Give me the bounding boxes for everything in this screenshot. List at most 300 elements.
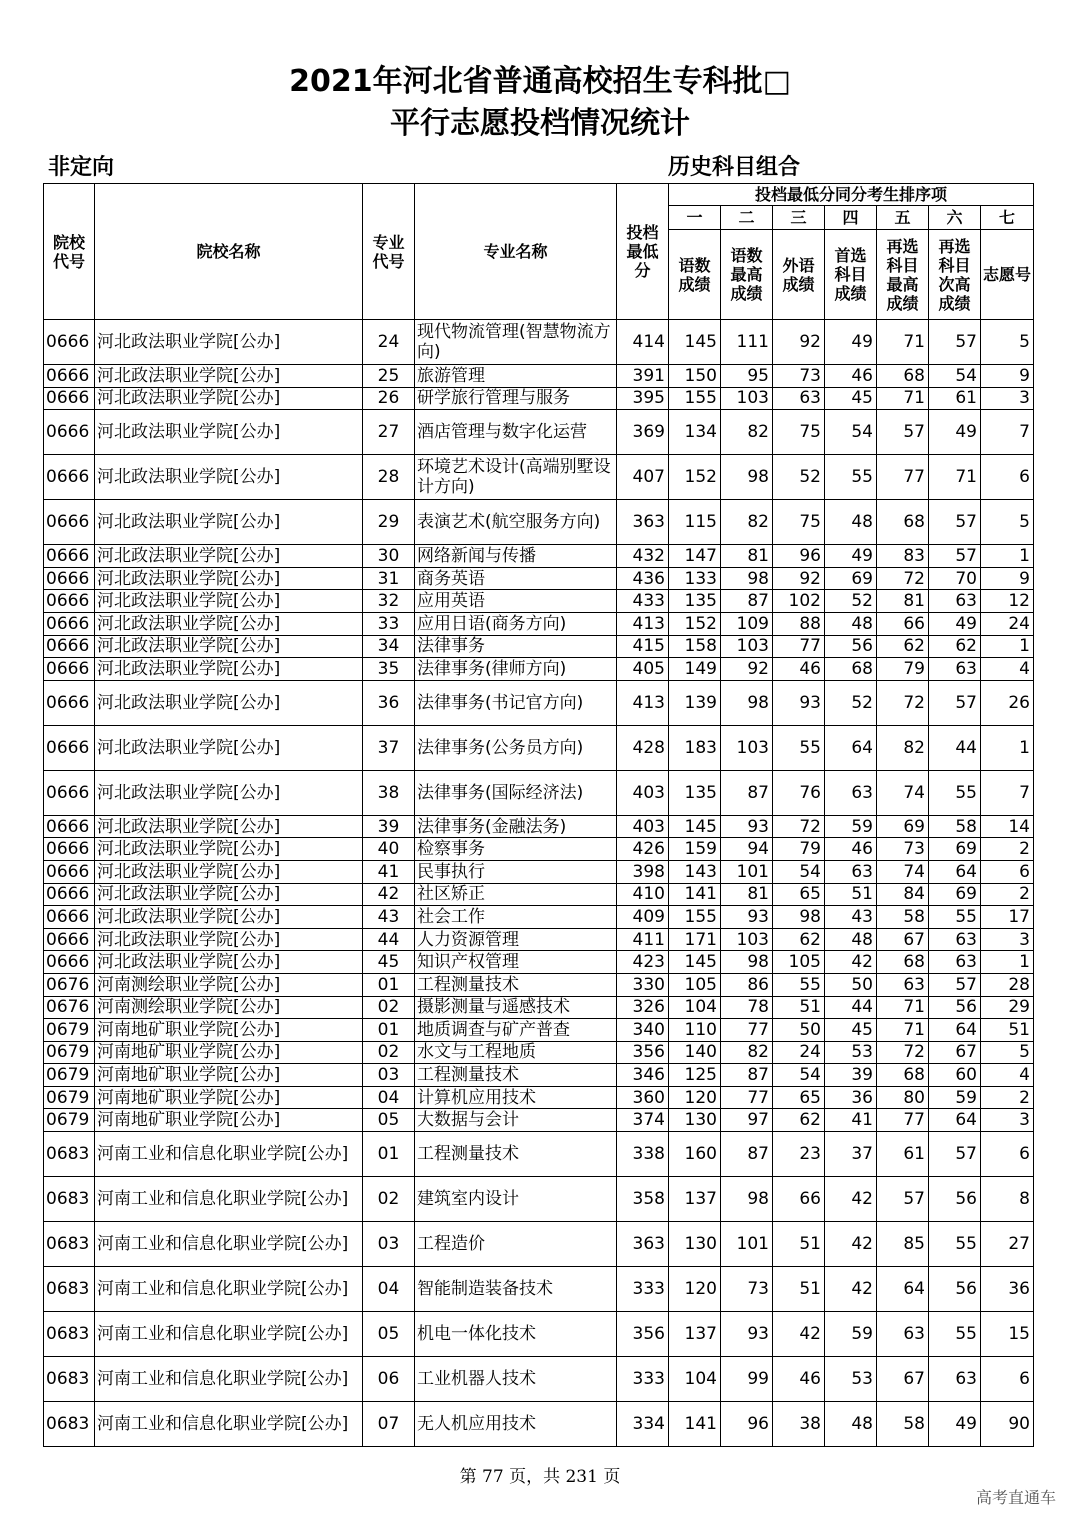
school-code: 0679 <box>44 1041 95 1064</box>
major-code: 03 <box>363 1222 415 1267</box>
score-col-2: 82 <box>721 410 773 455</box>
score-col-3: 92 <box>773 567 825 590</box>
score-col-5: 74 <box>877 860 929 883</box>
score-col-5: 71 <box>877 387 929 410</box>
score-col-1: 125 <box>669 1064 721 1087</box>
score-col-7: 4 <box>981 658 1034 681</box>
major-name: 建筑室内设计 <box>415 1177 617 1222</box>
score-col-1: 141 <box>669 1402 721 1447</box>
score-col-1: 135 <box>669 590 721 613</box>
score-col-1: 143 <box>669 860 721 883</box>
major-code: 31 <box>363 567 415 590</box>
major-code: 45 <box>363 951 415 974</box>
score-col-4: 63 <box>825 770 877 815</box>
score-col-5: 64 <box>877 1267 929 1312</box>
score-col-7: 29 <box>981 996 1034 1019</box>
score-col-1: 130 <box>669 1109 721 1132</box>
score-col-6: 54 <box>929 365 981 388</box>
school-code: 0676 <box>44 973 95 996</box>
score-col-3: 79 <box>773 838 825 861</box>
major-code: 44 <box>363 928 415 951</box>
score-col-3: 75 <box>773 500 825 545</box>
school-code: 0683 <box>44 1267 95 1312</box>
score-col-2: 99 <box>721 1357 773 1402</box>
table-row <box>44 387 1034 410</box>
score-col-5: 85 <box>877 1222 929 1267</box>
table-row <box>44 320 1034 365</box>
min-score: 428 <box>617 725 669 770</box>
school-name: 河南工业和信息化职业学院[公办] <box>95 1402 363 1447</box>
score-col-6: 57 <box>929 973 981 996</box>
major-name: 工业机器人技术 <box>415 1357 617 1402</box>
score-col-1: 104 <box>669 1357 721 1402</box>
min-score: 333 <box>617 1267 669 1312</box>
school-name: 河南工业和信息化职业学院[公办] <box>95 1177 363 1222</box>
min-score: 391 <box>617 365 669 388</box>
score-col-3: 50 <box>773 1019 825 1042</box>
school-code: 0679 <box>44 1109 95 1132</box>
min-score: 330 <box>617 973 669 996</box>
score-col-6: 69 <box>929 838 981 861</box>
score-col-6: 63 <box>929 658 981 681</box>
score-col-7: 7 <box>981 770 1034 815</box>
score-col-5: 61 <box>877 1132 929 1177</box>
school-name: 河南工业和信息化职业学院[公办] <box>95 1312 363 1357</box>
header-col-7: 志愿号 <box>981 230 1034 320</box>
score-col-2: 86 <box>721 973 773 996</box>
score-col-7: 6 <box>981 1357 1034 1402</box>
score-col-6: 49 <box>929 410 981 455</box>
major-name: 网络新闻与传播 <box>415 545 617 568</box>
score-col-5: 69 <box>877 815 929 838</box>
table-row <box>44 1357 1034 1402</box>
score-col-7: 12 <box>981 590 1034 613</box>
school-name: 河南地矿职业学院[公办] <box>95 1064 363 1087</box>
score-col-4: 54 <box>825 410 877 455</box>
score-col-7: 51 <box>981 1019 1034 1042</box>
school-name: 河北政法职业学院[公办] <box>95 906 363 929</box>
min-score: 415 <box>617 635 669 658</box>
major-code: 01 <box>363 1132 415 1177</box>
school-name: 河北政法职业学院[公办] <box>95 612 363 635</box>
major-name: 工程测量技术 <box>415 973 617 996</box>
table-row <box>44 770 1034 815</box>
min-score: 398 <box>617 860 669 883</box>
table-row <box>44 545 1034 568</box>
score-col-5: 80 <box>877 1086 929 1109</box>
score-col-1: 104 <box>669 996 721 1019</box>
score-col-4: 52 <box>825 680 877 725</box>
score-col-2: 77 <box>721 1019 773 1042</box>
score-col-6: 57 <box>929 680 981 725</box>
major-code: 03 <box>363 1064 415 1087</box>
score-col-6: 67 <box>929 1041 981 1064</box>
major-code: 26 <box>363 387 415 410</box>
school-name: 河北政法职业学院[公办] <box>95 658 363 681</box>
score-col-3: 77 <box>773 635 825 658</box>
school-code: 0676 <box>44 996 95 1019</box>
score-col-3: 51 <box>773 1267 825 1312</box>
major-code: 02 <box>363 996 415 1019</box>
score-col-3: 52 <box>773 455 825 500</box>
score-col-2: 87 <box>721 1132 773 1177</box>
score-col-1: 105 <box>669 973 721 996</box>
header-major-code: 专业代号 <box>363 184 415 320</box>
score-col-1: 133 <box>669 567 721 590</box>
major-name: 检察事务 <box>415 838 617 861</box>
school-code: 0666 <box>44 838 95 861</box>
min-score: 411 <box>617 928 669 951</box>
score-col-4: 59 <box>825 1312 877 1357</box>
score-col-1: 120 <box>669 1267 721 1312</box>
score-col-7: 6 <box>981 860 1034 883</box>
score-col-6: 55 <box>929 1312 981 1357</box>
major-name: 社会工作 <box>415 906 617 929</box>
score-col-1: 155 <box>669 387 721 410</box>
score-col-2: 109 <box>721 612 773 635</box>
score-col-4: 42 <box>825 951 877 974</box>
score-col-6: 44 <box>929 725 981 770</box>
table-row <box>44 928 1034 951</box>
school-code: 0679 <box>44 1019 95 1042</box>
header-rank-6: 六 <box>929 206 981 230</box>
score-col-2: 77 <box>721 1086 773 1109</box>
major-code: 30 <box>363 545 415 568</box>
major-code: 28 <box>363 455 415 500</box>
score-col-1: 145 <box>669 815 721 838</box>
score-col-5: 77 <box>877 1109 929 1132</box>
table-row <box>44 567 1034 590</box>
min-score: 334 <box>617 1402 669 1447</box>
score-col-7: 2 <box>981 883 1034 906</box>
score-col-1: 160 <box>669 1132 721 1177</box>
score-col-3: 102 <box>773 590 825 613</box>
score-col-3: 98 <box>773 906 825 929</box>
table-row <box>44 500 1034 545</box>
score-col-2: 103 <box>721 387 773 410</box>
score-col-2: 111 <box>721 320 773 365</box>
score-col-3: 62 <box>773 928 825 951</box>
score-col-7: 17 <box>981 906 1034 929</box>
school-name: 河北政法职业学院[公办] <box>95 883 363 906</box>
score-col-5: 82 <box>877 725 929 770</box>
score-col-1: 141 <box>669 883 721 906</box>
score-col-6: 57 <box>929 500 981 545</box>
score-col-7: 27 <box>981 1222 1034 1267</box>
score-col-4: 48 <box>825 1402 877 1447</box>
major-code: 24 <box>363 320 415 365</box>
min-score: 432 <box>617 545 669 568</box>
major-name: 机电一体化技术 <box>415 1312 617 1357</box>
min-score: 333 <box>617 1357 669 1402</box>
table-row <box>44 996 1034 1019</box>
table-row <box>44 612 1034 635</box>
major-name: 法律事务(国际经济法) <box>415 770 617 815</box>
header-col-1: 语数成绩 <box>669 230 721 320</box>
school-name: 河北政法职业学院[公办] <box>95 815 363 838</box>
score-col-5: 71 <box>877 320 929 365</box>
score-col-2: 103 <box>721 928 773 951</box>
school-name: 河南工业和信息化职业学院[公办] <box>95 1357 363 1402</box>
score-col-7: 26 <box>981 680 1034 725</box>
score-col-2: 101 <box>721 1222 773 1267</box>
major-code: 07 <box>363 1402 415 1447</box>
min-score: 409 <box>617 906 669 929</box>
score-col-5: 74 <box>877 770 929 815</box>
score-col-4: 46 <box>825 365 877 388</box>
school-name: 河南地矿职业学院[公办] <box>95 1041 363 1064</box>
major-code: 35 <box>363 658 415 681</box>
major-name: 研学旅行管理与服务 <box>415 387 617 410</box>
major-name: 摄影测量与遥感技术 <box>415 996 617 1019</box>
score-col-2: 97 <box>721 1109 773 1132</box>
score-col-3: 66 <box>773 1177 825 1222</box>
major-name: 表演艺术(航空服务方向) <box>415 500 617 545</box>
major-name: 工程测量技术 <box>415 1132 617 1177</box>
major-name: 法律事务(书记官方向) <box>415 680 617 725</box>
header-col-2: 语数最高成绩 <box>721 230 773 320</box>
table-row <box>44 1019 1034 1042</box>
score-col-3: 24 <box>773 1041 825 1064</box>
table-row <box>44 973 1034 996</box>
score-col-2: 92 <box>721 658 773 681</box>
school-code: 0683 <box>44 1357 95 1402</box>
score-col-5: 83 <box>877 545 929 568</box>
score-col-4: 45 <box>825 387 877 410</box>
score-col-1: 140 <box>669 1041 721 1064</box>
score-col-4: 64 <box>825 725 877 770</box>
score-col-3: 105 <box>773 951 825 974</box>
score-col-2: 87 <box>721 1064 773 1087</box>
major-name: 人力资源管理 <box>415 928 617 951</box>
score-col-4: 42 <box>825 1177 877 1222</box>
score-col-3: 54 <box>773 1064 825 1087</box>
score-col-6: 49 <box>929 612 981 635</box>
score-col-1: 145 <box>669 320 721 365</box>
table-row <box>44 680 1034 725</box>
school-name: 河北政法职业学院[公办] <box>95 928 363 951</box>
header-col-6: 再选科目次高成绩 <box>929 230 981 320</box>
table-row <box>44 590 1034 613</box>
school-code: 0683 <box>44 1222 95 1267</box>
score-col-4: 37 <box>825 1132 877 1177</box>
admission-table <box>43 183 1034 1447</box>
score-col-3: 88 <box>773 612 825 635</box>
score-col-5: 79 <box>877 658 929 681</box>
score-col-2: 87 <box>721 770 773 815</box>
major-code: 38 <box>363 770 415 815</box>
table-row <box>44 658 1034 681</box>
score-col-4: 48 <box>825 612 877 635</box>
table-row <box>44 410 1034 455</box>
score-col-1: 171 <box>669 928 721 951</box>
score-col-6: 57 <box>929 1132 981 1177</box>
major-code: 02 <box>363 1177 415 1222</box>
major-name: 酒店管理与数字化运营 <box>415 410 617 455</box>
score-col-7: 2 <box>981 1086 1034 1109</box>
min-score: 403 <box>617 815 669 838</box>
table-row <box>44 725 1034 770</box>
score-col-6: 69 <box>929 883 981 906</box>
score-col-6: 55 <box>929 906 981 929</box>
score-col-6: 56 <box>929 996 981 1019</box>
major-code: 33 <box>363 612 415 635</box>
header-rank-2: 二 <box>721 206 773 230</box>
score-col-5: 68 <box>877 500 929 545</box>
major-name: 旅游管理 <box>415 365 617 388</box>
school-code: 0679 <box>44 1086 95 1109</box>
score-col-7: 9 <box>981 365 1034 388</box>
score-col-4: 42 <box>825 1222 877 1267</box>
min-score: 338 <box>617 1132 669 1177</box>
major-name: 社区矫正 <box>415 883 617 906</box>
school-code: 0666 <box>44 320 95 365</box>
major-name: 工程测量技术 <box>415 1064 617 1087</box>
min-score: 413 <box>617 612 669 635</box>
score-col-3: 92 <box>773 320 825 365</box>
school-code: 0683 <box>44 1402 95 1447</box>
school-code: 0666 <box>44 455 95 500</box>
table-row <box>44 635 1034 658</box>
major-name: 法律事务(律师方向) <box>415 658 617 681</box>
score-col-5: 58 <box>877 1402 929 1447</box>
score-col-3: 75 <box>773 410 825 455</box>
min-score: 436 <box>617 567 669 590</box>
school-code: 0666 <box>44 590 95 613</box>
major-name: 商务英语 <box>415 567 617 590</box>
score-col-3: 54 <box>773 860 825 883</box>
score-col-1: 137 <box>669 1312 721 1357</box>
header-col-4: 首选科目成绩 <box>825 230 877 320</box>
min-score: 414 <box>617 320 669 365</box>
subtitle-left: 非定向 <box>48 155 115 180</box>
score-col-6: 70 <box>929 567 981 590</box>
table-row <box>44 951 1034 974</box>
major-name: 计算机应用技术 <box>415 1086 617 1109</box>
score-col-4: 46 <box>825 838 877 861</box>
score-col-2: 93 <box>721 1312 773 1357</box>
school-code: 0666 <box>44 658 95 681</box>
min-score: 363 <box>617 1222 669 1267</box>
table-row <box>44 1064 1034 1087</box>
score-col-1: 149 <box>669 658 721 681</box>
school-code: 0666 <box>44 635 95 658</box>
min-score: 363 <box>617 500 669 545</box>
score-col-4: 44 <box>825 996 877 1019</box>
score-col-7: 36 <box>981 1267 1034 1312</box>
school-code: 0666 <box>44 815 95 838</box>
min-score: 346 <box>617 1064 669 1087</box>
score-col-6: 55 <box>929 770 981 815</box>
min-score: 423 <box>617 951 669 974</box>
min-score: 410 <box>617 883 669 906</box>
table-row <box>44 883 1034 906</box>
score-col-1: 139 <box>669 680 721 725</box>
major-name: 无人机应用技术 <box>415 1402 617 1447</box>
school-name: 河北政法职业学院[公办] <box>95 455 363 500</box>
score-col-6: 63 <box>929 951 981 974</box>
score-col-3: 63 <box>773 387 825 410</box>
score-col-3: 62 <box>773 1109 825 1132</box>
score-col-5: 71 <box>877 1019 929 1042</box>
score-col-5: 71 <box>877 996 929 1019</box>
score-col-2: 98 <box>721 680 773 725</box>
score-col-1: 130 <box>669 1222 721 1267</box>
score-col-4: 55 <box>825 455 877 500</box>
score-col-5: 68 <box>877 1064 929 1087</box>
school-name: 河北政法职业学院[公办] <box>95 500 363 545</box>
header-rank-7: 七 <box>981 206 1034 230</box>
score-col-4: 53 <box>825 1041 877 1064</box>
score-col-2: 73 <box>721 1267 773 1312</box>
major-code: 04 <box>363 1267 415 1312</box>
school-name: 河北政法职业学院[公办] <box>95 567 363 590</box>
major-name: 法律事务(金融法务) <box>415 815 617 838</box>
score-col-3: 55 <box>773 725 825 770</box>
score-col-5: 67 <box>877 928 929 951</box>
major-code: 05 <box>363 1312 415 1357</box>
score-col-6: 55 <box>929 1222 981 1267</box>
header-col-3: 外语成绩 <box>773 230 825 320</box>
score-col-6: 60 <box>929 1064 981 1087</box>
school-name: 河北政法职业学院[公办] <box>95 860 363 883</box>
score-col-4: 43 <box>825 906 877 929</box>
school-name: 河南地矿职业学院[公办] <box>95 1019 363 1042</box>
score-col-4: 68 <box>825 658 877 681</box>
score-col-4: 41 <box>825 1109 877 1132</box>
score-col-2: 78 <box>721 996 773 1019</box>
score-col-4: 51 <box>825 883 877 906</box>
school-name: 河北政法职业学院[公办] <box>95 590 363 613</box>
score-col-2: 93 <box>721 906 773 929</box>
major-name: 工程造价 <box>415 1222 617 1267</box>
score-col-7: 3 <box>981 387 1034 410</box>
score-col-7: 90 <box>981 1402 1034 1447</box>
major-name: 法律事务(公务员方向) <box>415 725 617 770</box>
score-col-4: 50 <box>825 973 877 996</box>
header-rank-3: 三 <box>773 206 825 230</box>
table-row <box>44 455 1034 500</box>
table-row <box>44 1132 1034 1177</box>
major-name: 知识产权管理 <box>415 951 617 974</box>
min-score: 360 <box>617 1086 669 1109</box>
score-col-2: 82 <box>721 1041 773 1064</box>
score-col-4: 36 <box>825 1086 877 1109</box>
score-col-3: 38 <box>773 1402 825 1447</box>
score-col-6: 64 <box>929 860 981 883</box>
score-col-1: 147 <box>669 545 721 568</box>
score-col-6: 62 <box>929 635 981 658</box>
school-code: 0666 <box>44 770 95 815</box>
score-col-4: 49 <box>825 320 877 365</box>
major-code: 25 <box>363 365 415 388</box>
school-code: 0666 <box>44 928 95 951</box>
score-col-4: 52 <box>825 590 877 613</box>
major-name: 民事执行 <box>415 860 617 883</box>
header-col-5: 再选科目最高成绩 <box>877 230 929 320</box>
major-name: 现代物流管理(智慧物流方向) <box>415 320 617 365</box>
school-code: 0666 <box>44 860 95 883</box>
score-col-5: 57 <box>877 1177 929 1222</box>
score-col-5: 63 <box>877 973 929 996</box>
major-code: 40 <box>363 838 415 861</box>
school-name: 河南测绘职业学院[公办] <box>95 996 363 1019</box>
major-code: 41 <box>363 860 415 883</box>
score-col-4: 63 <box>825 860 877 883</box>
school-name: 河北政法职业学院[公办] <box>95 725 363 770</box>
score-col-6: 64 <box>929 1019 981 1042</box>
table-row <box>44 1312 1034 1357</box>
